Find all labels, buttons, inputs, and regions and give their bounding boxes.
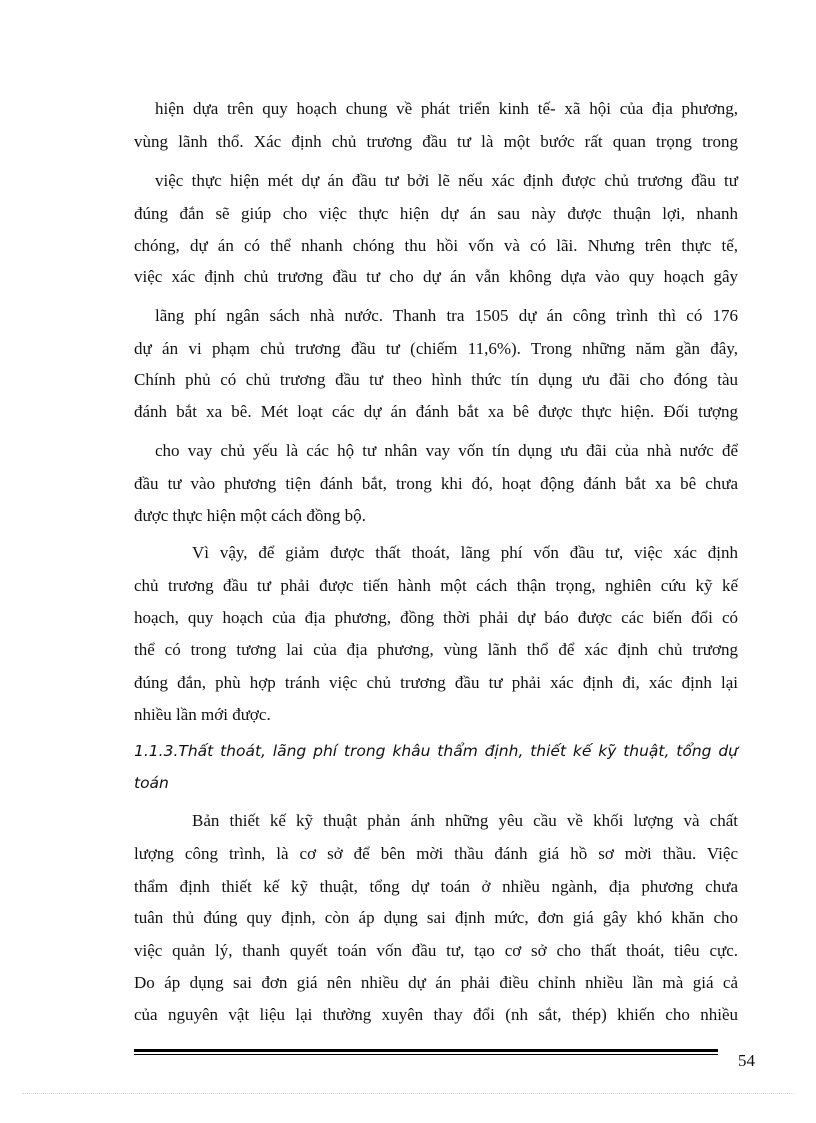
- text-line: đầu tư vào phương tiện đánh bắt, trong khi đó, hoạt động đánh bắt xa bê chưa: [134, 474, 738, 493]
- text-line: vùng lãnh thổ. Xác định chủ trương đầu tư là một bước rất quan trọng trong: [134, 132, 738, 151]
- text-line: cho vay chủ yếu là các hộ tư nhân vay vốn tín dụng ưu đãi của nhà nước để: [155, 441, 738, 460]
- text-line: chóng, dự án có thể nhanh chóng thu hồi vốn và có lãi. Nhưng trên thực tế,: [134, 236, 738, 255]
- text-line: tuân thủ đúng quy định, còn áp dụng sai định mức, đơn giá gây khó khăn cho: [134, 908, 738, 927]
- footer-rule: [134, 1049, 718, 1052]
- text-line: lãng phí ngân sách nhà nước. Thanh tra 1505 dự án công trình thì có 176: [155, 306, 738, 325]
- text-line: của nguyên vật liệu lại thường xuyên thay đổi (nh sắt, thép) khiến cho nhiều: [134, 1005, 738, 1024]
- text-line: việc xác định chủ trương đầu tư cho dự án vẫn không dựa vào quy hoạch gây: [134, 267, 738, 286]
- text-line: hoạch, quy hoạch của địa phương, đồng thời phải dự báo được các biến đổi có: [134, 608, 738, 627]
- heading-line: toán: [134, 774, 169, 792]
- footer-rule-thin: [134, 1054, 718, 1055]
- text-line: dự án vi phạm chủ trương đầu tư (chiếm 11,6%). Trong những năm gần đây,: [134, 339, 738, 358]
- text-line: hiện dựa trên quy hoạch chung về phát triển kinh tế- xã hội của địa phương,: [155, 99, 738, 118]
- text-line: nhiều lần mới được.: [134, 705, 271, 724]
- heading-line: 1.1.3.Thất thoát, lãng phí trong khâu thẩm định, thiết kế kỹ thuật, tổng dự: [134, 742, 738, 760]
- text-line: Vì vậy, để giảm được thất thoát, lãng phí vốn đầu tư, việc xác định: [192, 543, 738, 562]
- text-line: Chính phủ có chủ trương đầu tư theo hình thức tín dụng ưu đãi cho đóng tàu: [134, 370, 738, 389]
- text-line: đúng đắn sẽ giúp cho việc thực hiện dự án sau này được thuận lợi, nhanh: [134, 204, 738, 223]
- text-line: Bản thiết kế kỹ thuật phản ánh những yêu cầu về khối lượng và chất: [192, 811, 738, 830]
- text-line: lượng công trình, là cơ sở để bên mời thầu đánh giá hồ sơ mời thầu. Việc: [134, 844, 738, 863]
- text-line: việc quản lý, thanh quyết toán vốn đầu tư, tạo cơ sở cho thất thoát, tiêu cực.: [134, 941, 738, 960]
- page-number: 54: [738, 1051, 755, 1070]
- text-line: thẩm định thiết kế kỹ thuật, tổng dự toán ở nhiều ngành, địa phương chưa: [134, 877, 738, 896]
- text-line: Do áp dụng sai đơn giá nên nhiều dự án phải điều chỉnh nhiều lần mà giá cả: [134, 973, 738, 992]
- page-edge-divider: [22, 1093, 794, 1094]
- text-line: chủ trương đầu tư phải được tiến hành một cách thận trọng, nghiên cứu kỹ kế: [134, 576, 738, 595]
- text-line: được thực hiện một cách đồng bộ.: [134, 506, 366, 525]
- text-line: đúng đắn, phù hợp tránh việc chủ trương đầu tư phải xác định đi, xác định lại: [134, 673, 738, 692]
- text-line: đánh bắt xa bê. Mét loạt các dự án đánh bắt xa bê được thực hiện. Đối tượng: [134, 402, 738, 421]
- text-line: việc thực hiện mét dự án đầu tư bởi lẽ nếu xác định được chủ trương đầu tư: [155, 171, 738, 190]
- text-line: thể có trong tương lai của địa phương, vùng lãnh thổ để xác định chủ trương: [134, 640, 738, 659]
